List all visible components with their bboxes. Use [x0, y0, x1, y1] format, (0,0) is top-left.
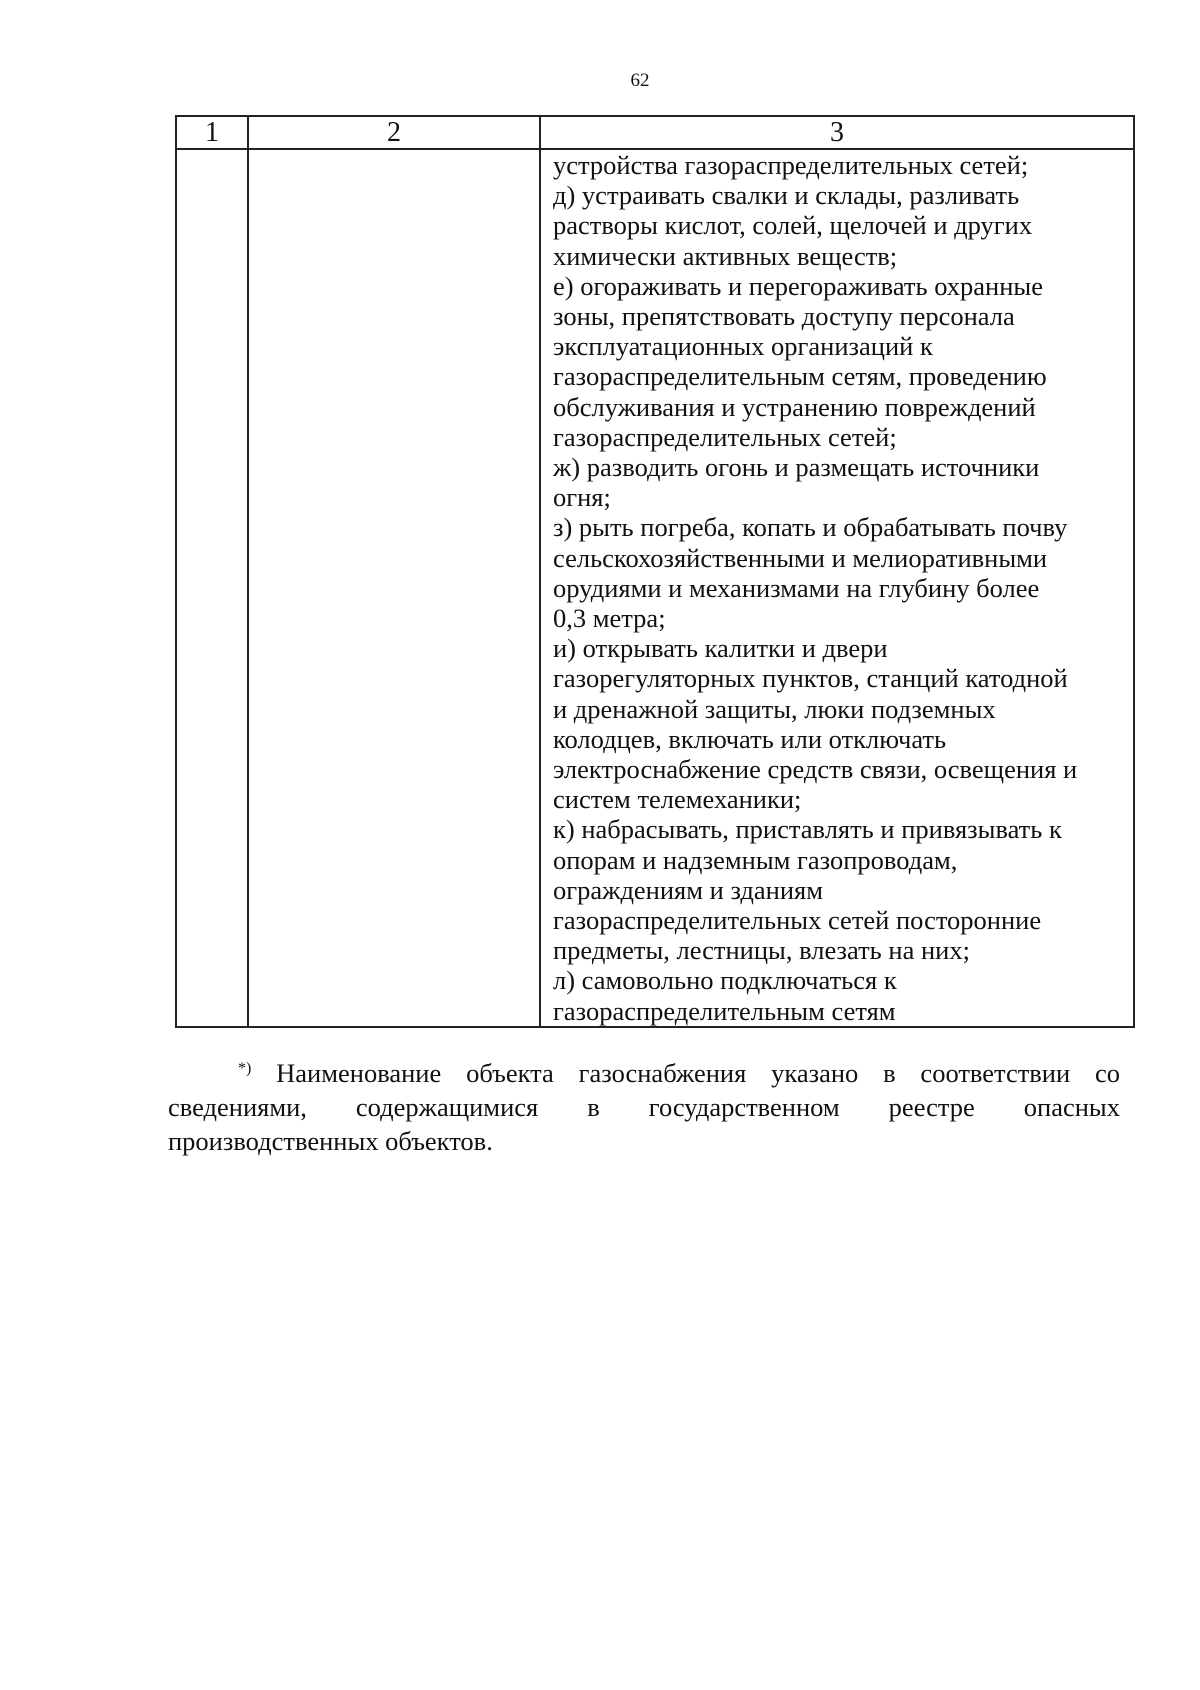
- text-line: колодцев, включать или отключать: [553, 723, 947, 754]
- text-line: газораспределительным сетям, проведению: [553, 361, 1047, 392]
- text-line: газораспределительным сетям: [553, 995, 896, 1026]
- text-line: растворы кислот, солей, щелочей и других: [553, 210, 1033, 241]
- column-header-2: 2: [248, 116, 540, 149]
- prohibitions-text: [541, 150, 1133, 1026]
- page-number: 62: [630, 70, 650, 91]
- footnote: [168, 1056, 1120, 1158]
- text-line: е) огораживать и перегораживать охранные: [553, 270, 1043, 301]
- footnote-text: Наименование объекта газоснабжения указано в соответствии со сведениями, содержащимися в государственном реестре опасных производственных объектов.: [168, 1058, 1120, 1156]
- text-line: ж) разводить огонь и размещать источники: [553, 452, 1040, 483]
- text-line: устройства газораспределительных сетей;: [553, 150, 1029, 180]
- text-line: газорегуляторных пунктов, станций катодной: [553, 663, 1068, 694]
- text-line: сельскохозяйственными и мелиоративными: [553, 542, 1048, 573]
- table-cell-col2: [248, 149, 540, 1027]
- text-line: ограждениям и зданиям: [553, 874, 823, 905]
- table-cell-col1: [176, 149, 248, 1027]
- text-line: обслуживания и устранению повреждений: [553, 391, 1036, 422]
- text-line: предметы, лестницы, влезать на них;: [553, 935, 970, 966]
- text-line: опорам и надземным газопроводам,: [553, 844, 958, 875]
- text-line: химически активных веществ;: [553, 240, 898, 271]
- column-header-1: 1: [176, 116, 248, 149]
- text-line: зоны, препятствовать доступу персонала: [553, 301, 1015, 332]
- column-header-3: 3: [540, 116, 1134, 149]
- text-line: д) устраивать свалки и склады, разливать: [553, 180, 1020, 211]
- text-line: и дренажной защиты, люки подземных: [553, 693, 996, 724]
- text-line: и) открывать калитки и двери: [553, 633, 888, 664]
- text-line: огня;: [553, 482, 611, 513]
- text-line: л) самовольно подключаться к: [553, 965, 897, 996]
- text-line: к) набрасывать, приставлять и привязывать к: [553, 814, 1062, 845]
- table-cell-col3: [540, 149, 1134, 1027]
- text-line: электроснабжение средств связи, освещения и: [553, 754, 1078, 785]
- footnote-marker: *): [238, 1060, 252, 1077]
- text-line: орудиями и механизмами на глубину более: [553, 572, 1040, 603]
- table-row: [176, 149, 1134, 1027]
- text-line: газораспределительных сетей;: [553, 421, 897, 452]
- requirements-table: [175, 115, 1135, 1028]
- text-line: газораспределительных сетей посторонние: [553, 905, 1042, 936]
- table-header-row: [176, 116, 1134, 149]
- text-line: эксплуатационных организаций к: [553, 331, 933, 362]
- text-line: 0,3 метра;: [553, 603, 666, 634]
- text-line: систем телемеханики;: [553, 784, 802, 815]
- text-line: з) рыть погреба, копать и обрабатывать почву: [553, 512, 1068, 543]
